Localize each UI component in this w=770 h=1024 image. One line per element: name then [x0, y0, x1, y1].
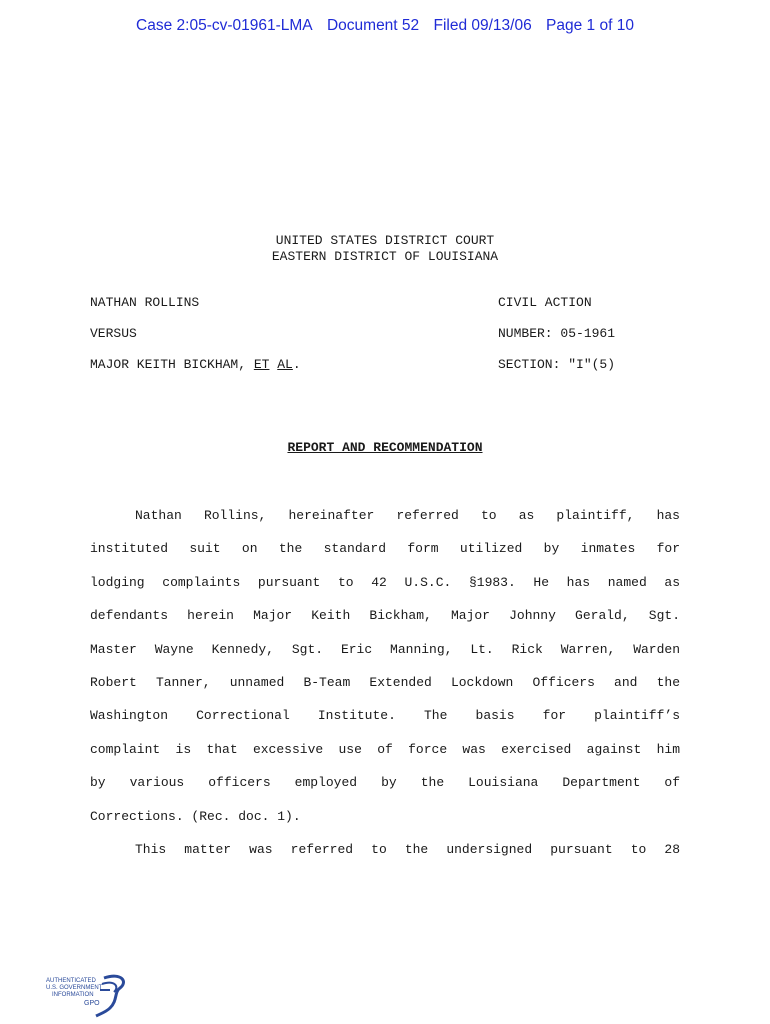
case-header-stamp	[0, 17, 770, 35]
plaintiff-name: NATHAN ROLLINS	[90, 295, 200, 310]
filed-date: Filed 09/13/06	[433, 17, 532, 34]
body-line: defendants herein Major Keith Bickham, Major Johnny Gerald, Sgt.	[90, 608, 680, 624]
defendant-al: AL	[277, 357, 293, 372]
defendant-period: .	[292, 357, 301, 372]
body-line: Robert Tanner, unnamed B-Team Extended Lockdown Officers and the	[90, 674, 680, 690]
section-label: SECTION: "I"(5)	[498, 357, 616, 372]
body-line: lodging complaints pursuant to 42 U.S.C. §1983. He has named as	[90, 574, 680, 590]
body-line: Washington Correctional Institute. The basis for plaintiff’s	[90, 708, 680, 724]
body-line: Nathan Rollins, hereinafter referred to as plaintiff, has	[135, 508, 680, 523]
case-number-label: NUMBER: 05-1961	[498, 326, 616, 341]
body-line: Master Wayne Kennedy, Sgt. Eric Manning, Lt. Rick Warren, Warden	[90, 641, 680, 657]
logo-mark: GPO	[84, 1000, 100, 1007]
civil-action-label: CIVIL ACTION	[498, 295, 592, 310]
document-number: Document 52	[326, 17, 420, 34]
defendant-main: MAJOR KEITH BICKHAM,	[90, 357, 254, 372]
body-line: complaint is that excessive use of force was exercised against him	[90, 741, 680, 757]
body-line: by various officers employed by the Louisiana Department of	[90, 775, 680, 791]
versus-label: VERSUS	[90, 326, 137, 341]
body-line: instituted suit on the standard form utilized by inmates for	[90, 541, 680, 557]
court-heading	[0, 233, 770, 265]
logo-line-3: INFORMATION	[52, 992, 94, 998]
logo-line-1: AUTHENTICATED	[46, 978, 96, 984]
document-title: REPORT AND RECOMMENDATION	[287, 440, 483, 455]
body-paragraphs	[90, 506, 680, 873]
defendant-name	[90, 357, 301, 372]
gpo-authentication-logo	[44, 970, 134, 1018]
logo-line-2: U.S. GOVERNMENT	[46, 985, 103, 991]
gpo-eagle-icon	[44, 970, 134, 1018]
page-indicator: Page 1 of 10	[546, 17, 634, 34]
defendant-et: ET	[253, 357, 270, 372]
case-number: Case 2:05-cv-01961-LMA	[136, 17, 313, 34]
court-district: EASTERN DISTRICT OF LOUISIANA	[271, 249, 499, 264]
court-name: UNITED STATES DISTRICT COURT	[275, 233, 495, 248]
body-line: Corrections. (Rec. doc. 1).	[90, 808, 301, 824]
body-line: This matter was referred to the undersigned pursuant to 28	[135, 841, 680, 857]
